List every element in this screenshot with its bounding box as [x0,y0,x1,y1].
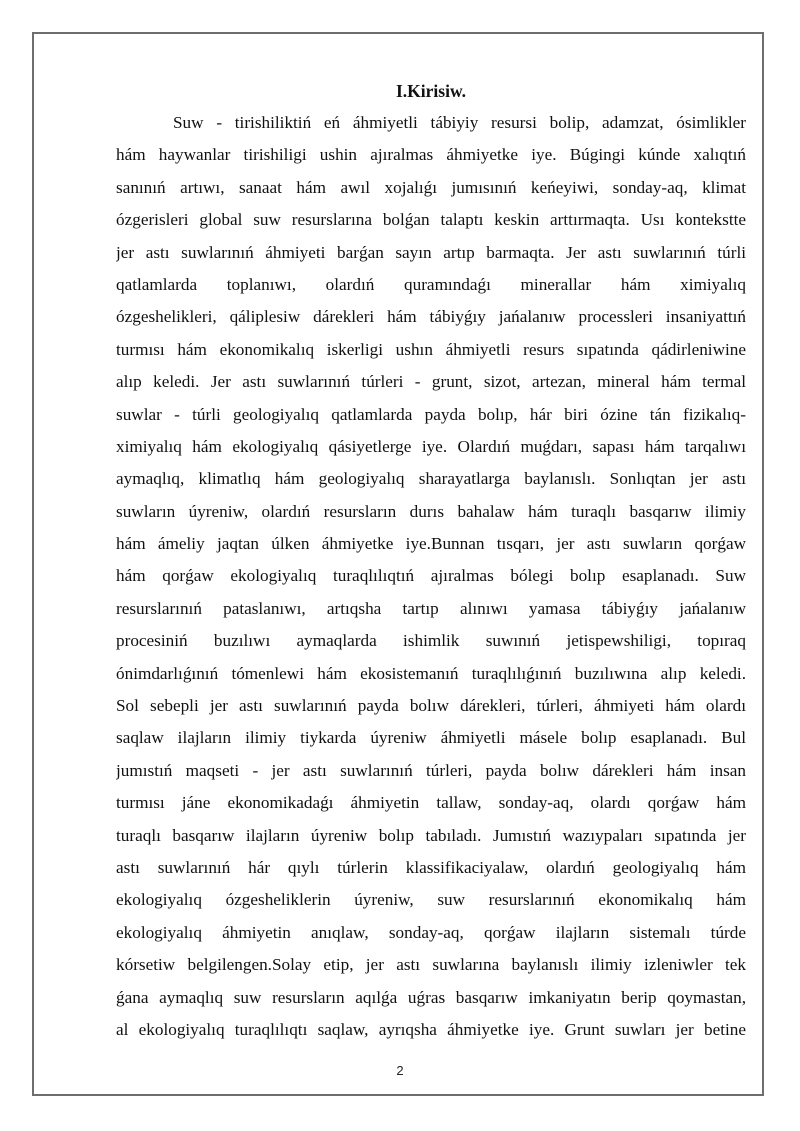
text-line: saqlaw ilajların ilimiy tiykarda úyreniw áhmiyetli másele bolıp esaplanadı. Bul [116,728,746,748]
text-line: Suw - tirishiliktiń eń áhmiyetli tábiyiy resursi bolip, adamzat, ósimlikler [173,113,746,132]
text-line: aymaqlıq, klimatlıq hám geologiyalıq sharayatlarga baylanıslı. Sonlıqtan jer astı [116,469,746,489]
text-line: suwların úyreniw, olardıń resursların durıs bahalaw hám turaqlı basqarıw ilimiy [116,501,746,521]
text-line: ekologiyalıq áhmiyetin anıqlaw, sonday-aq, qorǵaw ilajların sistemalı túrde [116,922,746,942]
text-line: turmısı hám ekonomikalıq iskerligi ushın áhmiyetli resurs sıpatında qádirleniwine [116,339,746,359]
text-line: kórsetiw belgilengen.Solay etip, jer astı suwlarına baylanıslı ilimiy izleniwler tek [116,955,746,975]
text-line: hám ámeliy jaqtan úlken áhmiyetke iye.Bunnan tısqarı, jer astı suwların qorǵaw [116,534,746,554]
text-line: suwlar - túrli geologiyalıq qatlamlarda payda bolıp, hár biri ózine tán fizikalıq- [116,404,746,424]
text-line: alıp keledi. Jer astı suwlarınıń túrleri - grunt, sizot, artezan, mineral hám termal [116,372,746,392]
text-line: resurslarınıń pataslanıwı, artıqsha tartıp alınıwı yamasa tábiyǵıy jańalanıw [116,598,746,618]
text-line: al ekologiyalıq turaqlılıqtı saqlaw, ayrıqsha áhmiyetke iye. Grunt suwları jer betine [116,1019,746,1039]
text-line: Sol sebepli jer astı suwlarınıń payda bolıw dárekleri, túrleri, áhmiyeti hám olardı [116,696,746,716]
text-line: ekologiyalıq ózgesheliklerin úyreniw, suw resurslarınıń ekonomikalıq hám [116,890,746,910]
text-line: hám qorǵaw ekologiyalıq turaqlılıqtıń ajıralmas bólegi bolıp esaplanadı. Suw [116,566,746,586]
text-line: qatlamlarda toplanıwı, olardıń quramındaǵı minerallar hám ximiyalıq [116,274,746,294]
text-line: procesiniń buzılıwı aymaqlarda ishimlik suwınıń jetispewshiligi, topıraq [116,631,746,651]
text-line: jumıstıń maqseti - jer astı suwlarınıń túrleri, payda bolıw dárekleri hám insan [116,760,746,780]
document-body [116,75,746,1046]
body-paragraph [116,107,746,1046]
text-line: ózgerisleri global suw resurslarına bolǵan talaptı keskin arttırmaqta. Usı kontekstte [116,210,746,230]
text-line: hám haywanlar tirishiligi ushin ajıralmas áhmiyetke iye. Búgingi kúnde xalıqtıń [116,145,746,165]
text-line: turaqlı basqarıw ilajların úyreniw bolıp tabıladı. Jumıstıń wazıypaları sıpatında jer [116,825,746,845]
section-title: I.Kirisiw. [395,81,466,101]
text-line: ónimdarlıǵınıń tómenlewi hám ekosistemanıń turaqlılıǵınıń buzılıwına alıp keledi. [116,663,746,683]
text-line: astı suwlarınıń hár qıylı túrlerin klassifikaciyalaw, olardıń geologiyalıq hám [116,857,746,877]
page-number: 2 [396,1063,404,1078]
text-line: ximiyalıq hám ekologiyalıq qásiyetlerge iye. Olardıń muǵdarı, sapası hám tarqalıwı [116,436,746,456]
text-line: ǵana aymaqlıq suw resursların aqılǵa uǵras basqarıw imkaniyatın berip qoymastan, [116,987,746,1007]
text-line: turmısı jáne ekonomikadaǵı áhmiyetin tallaw, sonday-aq, olardı qorǵaw hám [116,793,746,813]
text-line: sanınıń artıwı, sanaat hám awıl xojalıǵı jumısınıń keńeyiwi, sonday-aq, klimat [116,177,746,197]
text-line: ózgeshelikleri, qáliplesiw dárekleri hám tábiyǵıy jańalanıw processleri insaniyattıń [116,307,746,327]
text-line: jer astı suwlarınıń áhmiyeti barǵan sayın artıp barmaqta. Jer astı suwlarınıń túrli [116,242,746,262]
